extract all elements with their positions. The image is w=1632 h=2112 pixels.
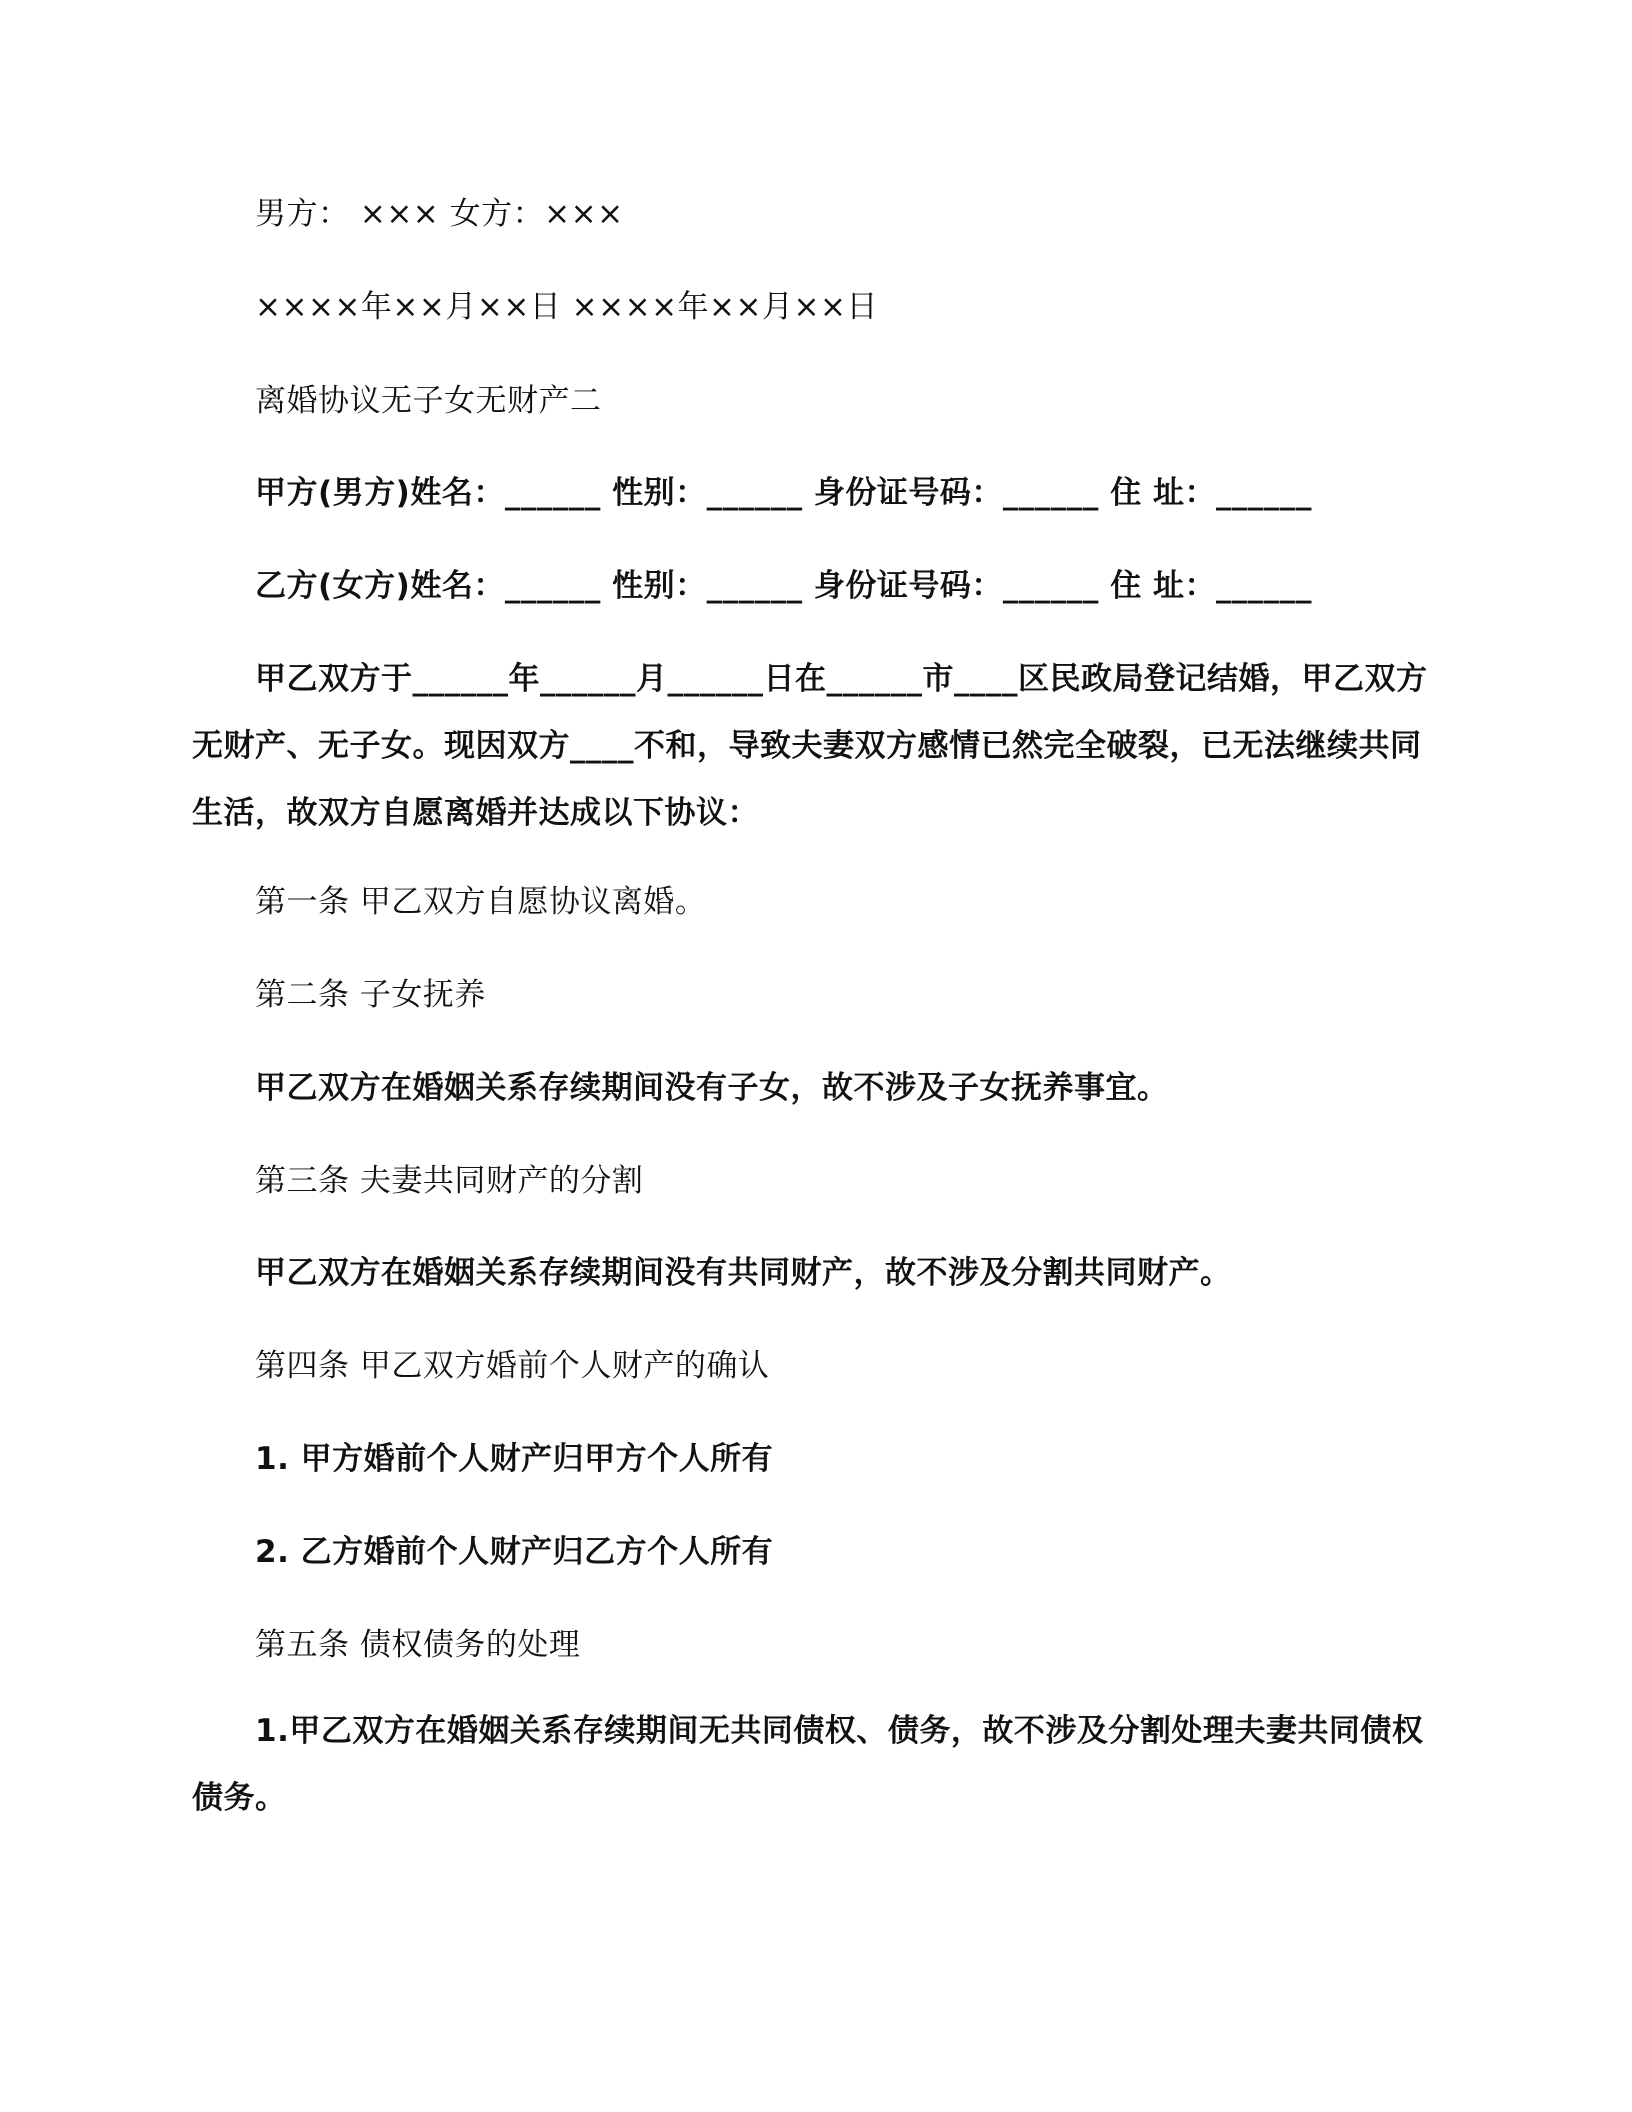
signatories-line: 男方： ××× 女方：×××: [255, 196, 624, 232]
intro-paragraph: 甲乙双方于______年______月______日在______市____区民政局登记结婚，甲乙双方无财产、无子女。现因双方____不和，导致夫妻双方感情已然完全破裂，已无法继续共同生活，故双方自愿离婚并达成以下协议：: [192, 661, 1428, 831]
article-3-title: 第三条 夫妻共同财产的分割: [255, 1163, 644, 1199]
article-4-item-1: 1. 甲方婚前个人财产归甲方个人所有: [255, 1441, 774, 1477]
article-5-title: 第五条 债权债务的处理: [255, 1627, 581, 1663]
article-4-item-2: 2. 乙方婚前个人财产归乙方个人所有: [255, 1534, 774, 1570]
article-1: 第一条 甲乙双方自愿协议离婚。: [255, 884, 707, 920]
article-2-title: 第二条 子女抚养: [255, 977, 486, 1013]
article-5-item-1: 1.甲乙双方在婚姻关系存续期间无共同债权、债务，故不涉及分割处理夫妻共同债权债务。: [192, 1713, 1424, 1816]
article-3-body: 甲乙双方在婚姻关系存续期间没有共同财产，故不涉及分割共同财产。: [255, 1255, 1232, 1291]
dates-line: ××××年××月××日 ××××年××月××日: [255, 289, 878, 325]
party-b-info: 乙方(女方)姓名：______ 性别：______ 身份证号码：______ 住 址：______: [255, 568, 1313, 604]
article-2-body: 甲乙双方在婚姻关系存续期间没有子女，故不涉及子女抚养事宜。: [255, 1070, 1169, 1106]
article-4-title: 第四条 甲乙双方婚前个人财产的确认: [255, 1348, 770, 1384]
document-title: 离婚协议无子女无财产二: [255, 383, 602, 419]
party-a-info: 甲方(男方)姓名：______ 性别：______ 身份证号码：______ 住 址：______: [255, 475, 1313, 511]
